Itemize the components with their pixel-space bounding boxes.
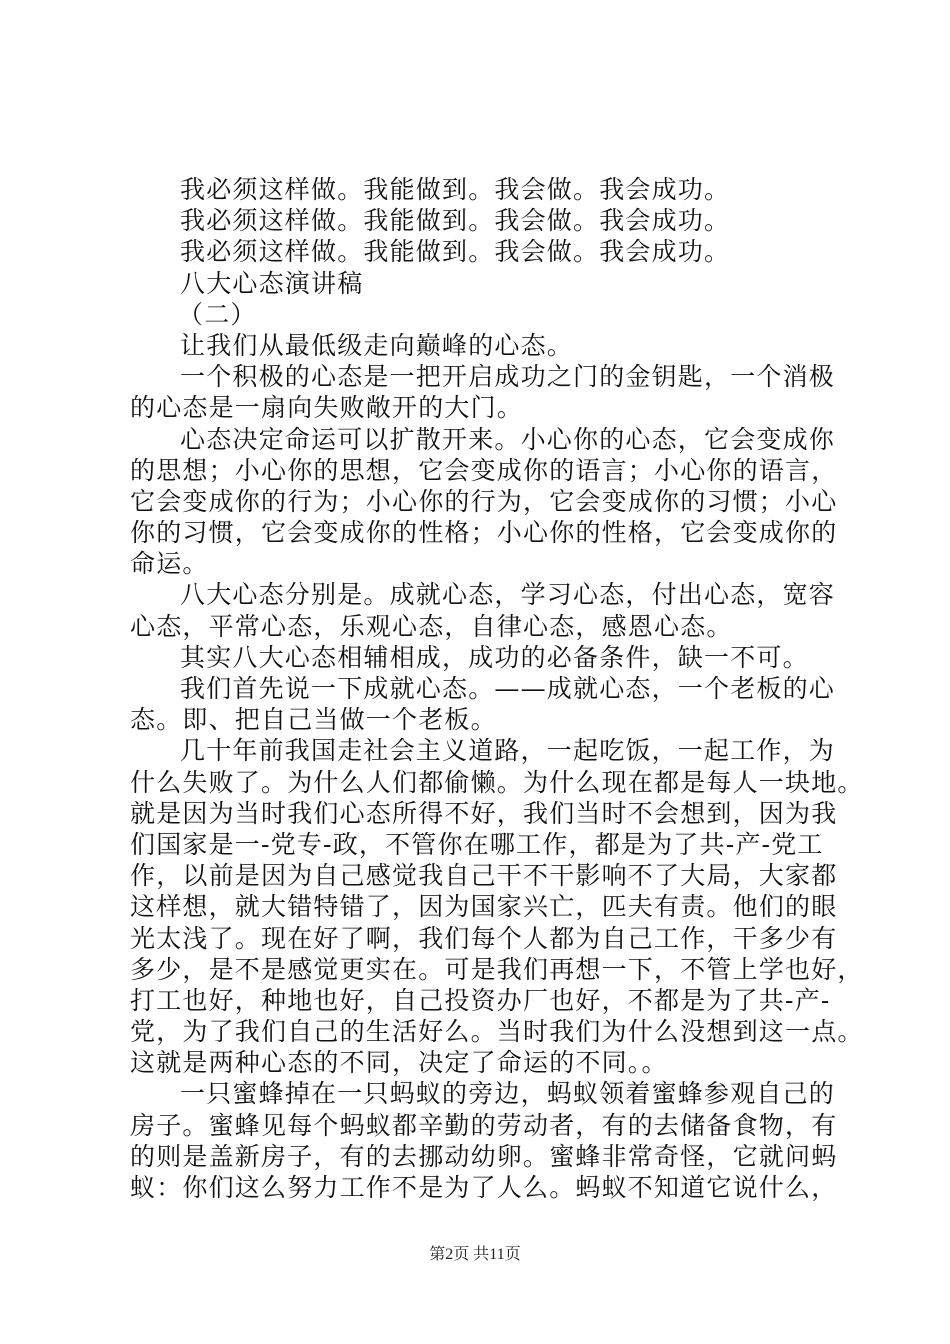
text-line: 几十年前我国走社会主义道路，一起吃饭，一起工作，为 [180, 736, 836, 766]
text-line: 我必须这样做。我能做到。我会做。我会成功。 [180, 237, 731, 267]
text-line: 多少，是不是感觉更实在。可是我们再想一下，不管上学也好， [130, 954, 864, 984]
text-line: 其实八大心态相辅相成，成功的必备条件，缺一不可。 [180, 642, 809, 672]
text-line: 党，为了我们自己的生活好么。当时我们为什么没想到这一点。 [130, 1017, 864, 1047]
text-line: 命运。 [130, 549, 209, 579]
text-line: 我们首先说一下成就心态。——成就心态，一个老板的心 [180, 674, 836, 703]
text-line: 让我们从最低级走向巅峰的心态。 [180, 330, 574, 360]
text-line: 房子。蜜蜂见每个蚂蚁都辛勤的劳动者，有的去储备食物，有 [130, 1110, 838, 1140]
page-number: 第2页 共11页 [429, 1246, 521, 1263]
text-line: 八大心态分别是。成就心态，学习心态，付出心态，宽容 [180, 580, 836, 610]
text-line: 光太浅了。现在好了啊，我们每个人都为自己工作，干多少有 [130, 923, 838, 953]
text-line: 它会变成你的行为；小心你的行为，它会变成你的习惯；小心 [130, 486, 838, 516]
text-line: 我必须这样做。我能做到。我会做。我会成功。 [180, 206, 731, 236]
page-footer [0, 1244, 950, 1266]
text-line: 心态决定命运可以扩散开来。小心你的心态，它会变成你 [180, 424, 836, 454]
text-line: 们国家是一-党专-政，不管你在哪工作，都是为了共-产-党工 [130, 829, 824, 859]
section-title: 八大心态演讲稿 [180, 268, 364, 298]
text-line: 态。即、把自己当做一个老板。 [130, 705, 497, 735]
text-line: 我必须这样做。我能做到。我会做。我会成功。 [180, 175, 731, 204]
text-line: 这就是两种心态的不同，决定了命运的不同。。 [130, 1048, 668, 1078]
text-line: 的思想；小心你的思想，它会变成你的语言；小心你的语言， [130, 455, 838, 485]
text-line: 这样想，就大错特错了，因为国家兴亡，匹夫有责。他们的眼 [130, 892, 838, 922]
text-line: 一个积极的心态是一把开启成功之门的金钥匙，一个消极 [180, 362, 836, 392]
document-body [130, 174, 864, 1203]
section-number: （二） [178, 299, 257, 329]
text-line: 你的习惯，它会变成你的性格；小心你的性格，它会变成你的 [130, 518, 838, 548]
text-line: 一只蜜蜂掉在一只蚂蚁的旁边，蚂蚁领着蜜蜂参观自己的 [180, 1079, 836, 1109]
text-line: 心态，平常心态，乐观心态，自律心态，感恩心态。 [130, 611, 733, 641]
text-line: 蚁：你们这么努力工作不是为了人么。蚂蚁不知道它说什么， [130, 1173, 838, 1202]
text-line: 什么失败了。为什么人们都偷懒。为什么现在都是每人一块地。 [130, 767, 864, 797]
text-line: 的则是盖新房子，有的去挪动幼卵。蜜蜂非常奇怪，它就问蚂 [130, 1141, 838, 1171]
text-line: 打工也好，种地也好，自己投资办厂也好，不都是为了共-产- [130, 985, 831, 1015]
text-line: 就是因为当时我们心态所得不好，我们当时不会想到，因为我 [130, 798, 838, 828]
text-line: 的心态是一扇向失败敞开的大门。 [130, 393, 524, 423]
text-line: 作，以前是因为自己感觉我自己干不干影响不了大局，大家都 [130, 861, 838, 891]
